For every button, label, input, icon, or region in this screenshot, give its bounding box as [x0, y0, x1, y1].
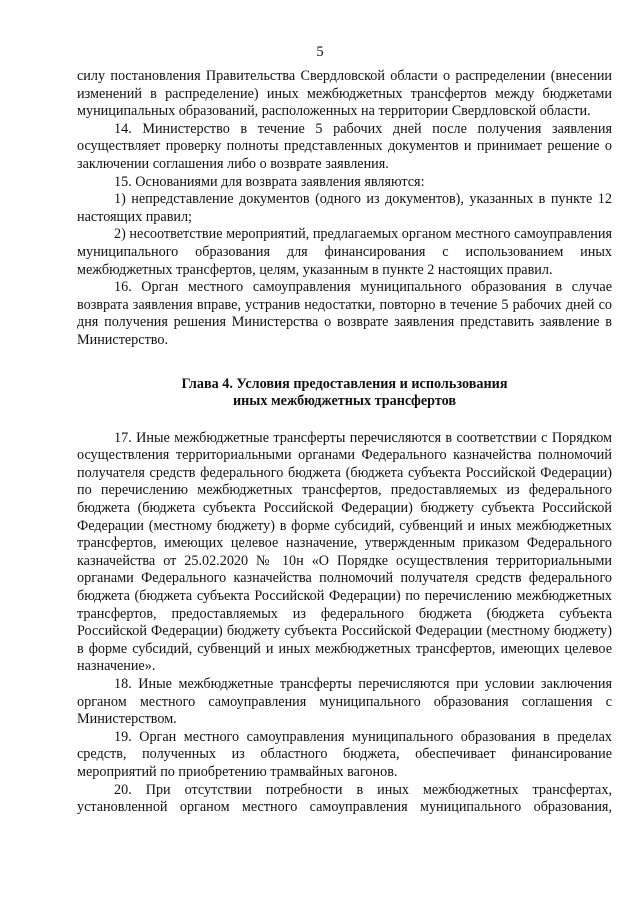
paragraph-15-item-1: 1) непредставление документов (одного из документов), указанных в пункте 12 настоящих правил; [77, 191, 612, 225]
paragraph-15-item-2: 2) несоответствие мероприятий, предлагаемых органом местного самоуправления муниципального образования для финансирования с использованием иных межбюджетных трансфертов, целям, указанным в пункте 2 настоящих правил. [77, 226, 612, 278]
chapter-heading-line-1: Глава 4. Условия предоставления и использования [181, 375, 508, 392]
paragraph-14: 14. Министерство в течение 5 рабочих дней после получения заявления осуществляет проверку полноты представленных документов и принимает решение о заключении соглашения либо о возврате заявления. [77, 120, 612, 172]
paragraph-19: 19. Орган местного самоуправления муниципального образования в пределах средств, полученных из областного бюджета, обеспечивает финансирование мероприятий по приобретению трамвайных вагонов. [77, 728, 612, 780]
paragraph-20: 20. При отсутствии потребности в иных межбюджетных трансфертах, установленной органом местного самоуправления муниципального образования, [77, 781, 612, 816]
document-body [77, 68, 612, 817]
paragraph-16: 16. Орган местного самоуправления муниципального образования в случае возврата заявления вправе, устранив недостатки, повторно в течение 5 рабочих дней со дня получения решения Министерства о возврате заявления представить заявление в Министерство. [77, 279, 612, 348]
paragraph-15: 15. Основаниями для возврата заявления являются: [114, 173, 425, 190]
paragraph-continuation: силу постановления Правительства Свердловской области о распределении (внесении изменений в распределение) иных межбюджетных трансфертов между бюджетами муниципальных образований, расположенных на территории Свердловской области. [77, 68, 612, 120]
paragraph-18: 18. Иные межбюджетные трансферты перечисляются при условии заключения органом местного самоуправления муниципального образования соглашения с Министерством. [77, 676, 612, 728]
page-number: 5 [316, 44, 324, 60]
chapter-heading-line-2: иных межбюджетных трансфертов [232, 393, 457, 410]
paragraph-17: 17. Иные межбюджетные трансферты перечисляются в соответствии с Порядком осуществления территориальными органами Федерального казначейства полномочий получателя средств федерального бюджета (бюджета субъекта Российской Федерации) по перечислению межбюджетных трансфертов, предоставляемых из федерального бюджета (бюджета субъекта Российской Федерации) бюджету субъекта Российской Федерации (местному бюджету) в форме субсидий, субвенций и иных межбюджетных трансфертов, имеющих целевое назначение, утвержденным приказом Федерального казначейства от 25.02.2020 № 10н «О Порядке осуществления территориальными органами Федерального казначейства полномочий получателя средств федерального бюджета (бюджета субъекта Российской Федерации) по перечислению межбюджетных трансфертов, предоставляемых из федерального бюджета (бюджета субъекта Российской Федерации) бюджету субъекта Российской Федерации (местному бюджету) в форме субсидий, субвенций и иных межбюджетных трансфертов, имеющих целевое назначение». [77, 429, 612, 675]
chapter-heading [77, 376, 612, 411]
